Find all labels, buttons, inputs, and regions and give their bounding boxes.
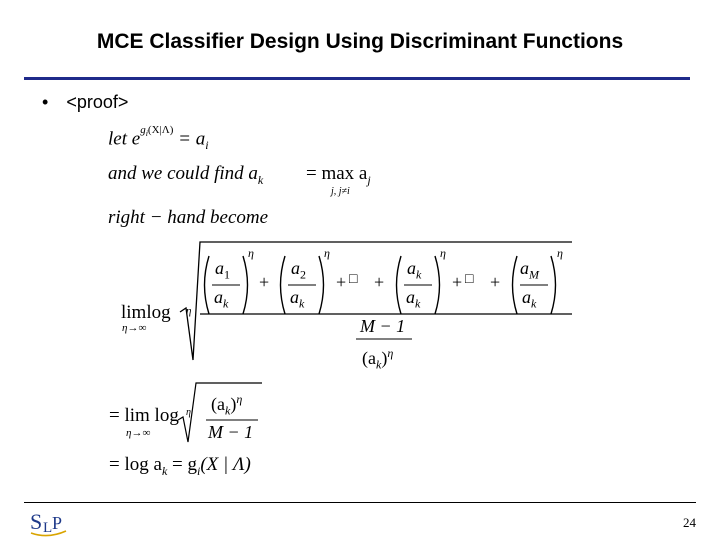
bullet-text: <proof> — [66, 92, 129, 112]
eq2-text: and we could find a — [108, 163, 258, 184]
eq6-sub-i: i — [196, 463, 201, 478]
term4-exp: η — [557, 246, 563, 260]
page-number: 24 — [683, 515, 696, 530]
plus-3: + — [374, 272, 385, 292]
plus-4: + — [452, 272, 463, 292]
lim-subscript-1: η→∞ — [122, 322, 147, 334]
root-index-2: η — [186, 407, 191, 418]
eq1-sub-i: i — [205, 138, 209, 153]
svg-text:P: P — [52, 513, 63, 533]
eq2-max: = max a — [306, 163, 368, 184]
eq6-sub-k: k — [161, 463, 168, 478]
lim-label-1: lim — [121, 302, 147, 323]
term2-num: $a_2$ — [291, 258, 306, 282]
term2-exp: η — [324, 246, 330, 260]
eq1-sup-rest: (X|Λ) — [147, 124, 174, 136]
eq1-equals: = a — [178, 128, 206, 150]
plus-5: + — [490, 272, 501, 292]
eq1-let: let e — [108, 128, 141, 150]
eq5-denominator: M − 1 — [208, 422, 254, 442]
term1-den: $a_k$ — [214, 287, 229, 311]
plus-1: + — [259, 272, 270, 292]
term3-den: $a_k$ — [406, 287, 421, 311]
denominator-ak: $(a_k)^\eta$ — [362, 346, 394, 372]
box-1: □ — [349, 272, 358, 287]
denominator-m-minus-1: M − 1 — [360, 316, 406, 336]
term4-den: $a_k$ — [522, 287, 537, 311]
slp-logo-icon — [28, 505, 68, 539]
eq1-sup-i: i — [145, 129, 148, 139]
term3-num: $a_k$ — [407, 258, 422, 282]
eq2-sub-k: k — [257, 172, 264, 187]
log-label-1: log — [146, 302, 171, 323]
svg-text:L: L — [43, 520, 53, 536]
eq5-numerator: $(a_k)^\eta$ — [211, 392, 243, 418]
bullet-dot: • — [42, 92, 49, 112]
slide-title: MCE Classifier Design Using Discriminant Functions — [96, 30, 624, 53]
eq6-g: = g — [172, 454, 197, 475]
term1-num: $a_1$ — [215, 258, 230, 282]
lim-log-1 — [121, 302, 171, 324]
term3-exp: η — [440, 246, 446, 260]
box-2: □ — [465, 272, 474, 287]
eq1-sup-g: g — [140, 124, 146, 136]
eq6-args: (X | Λ) — [200, 454, 251, 475]
equation-line-5: = lim log — [109, 405, 179, 426]
footer-rule — [24, 502, 696, 503]
term4-num: $a_M$ — [520, 258, 539, 282]
eq2-sub-j: j — [367, 172, 371, 187]
plus-2: + — [336, 272, 347, 292]
term2-den: $a_k$ — [290, 287, 305, 311]
lim-subscript-2: η→∞ — [126, 427, 151, 439]
equation-line-3: right − hand become — [108, 207, 269, 228]
svg-text:S: S — [30, 509, 43, 534]
root-index-1: η — [186, 305, 192, 317]
eq2-max-subscript: j, j≠i — [331, 186, 350, 197]
equation-line-6 — [109, 454, 251, 479]
term1-exp: η — [248, 246, 254, 260]
eq6-log: = log a — [109, 454, 162, 475]
